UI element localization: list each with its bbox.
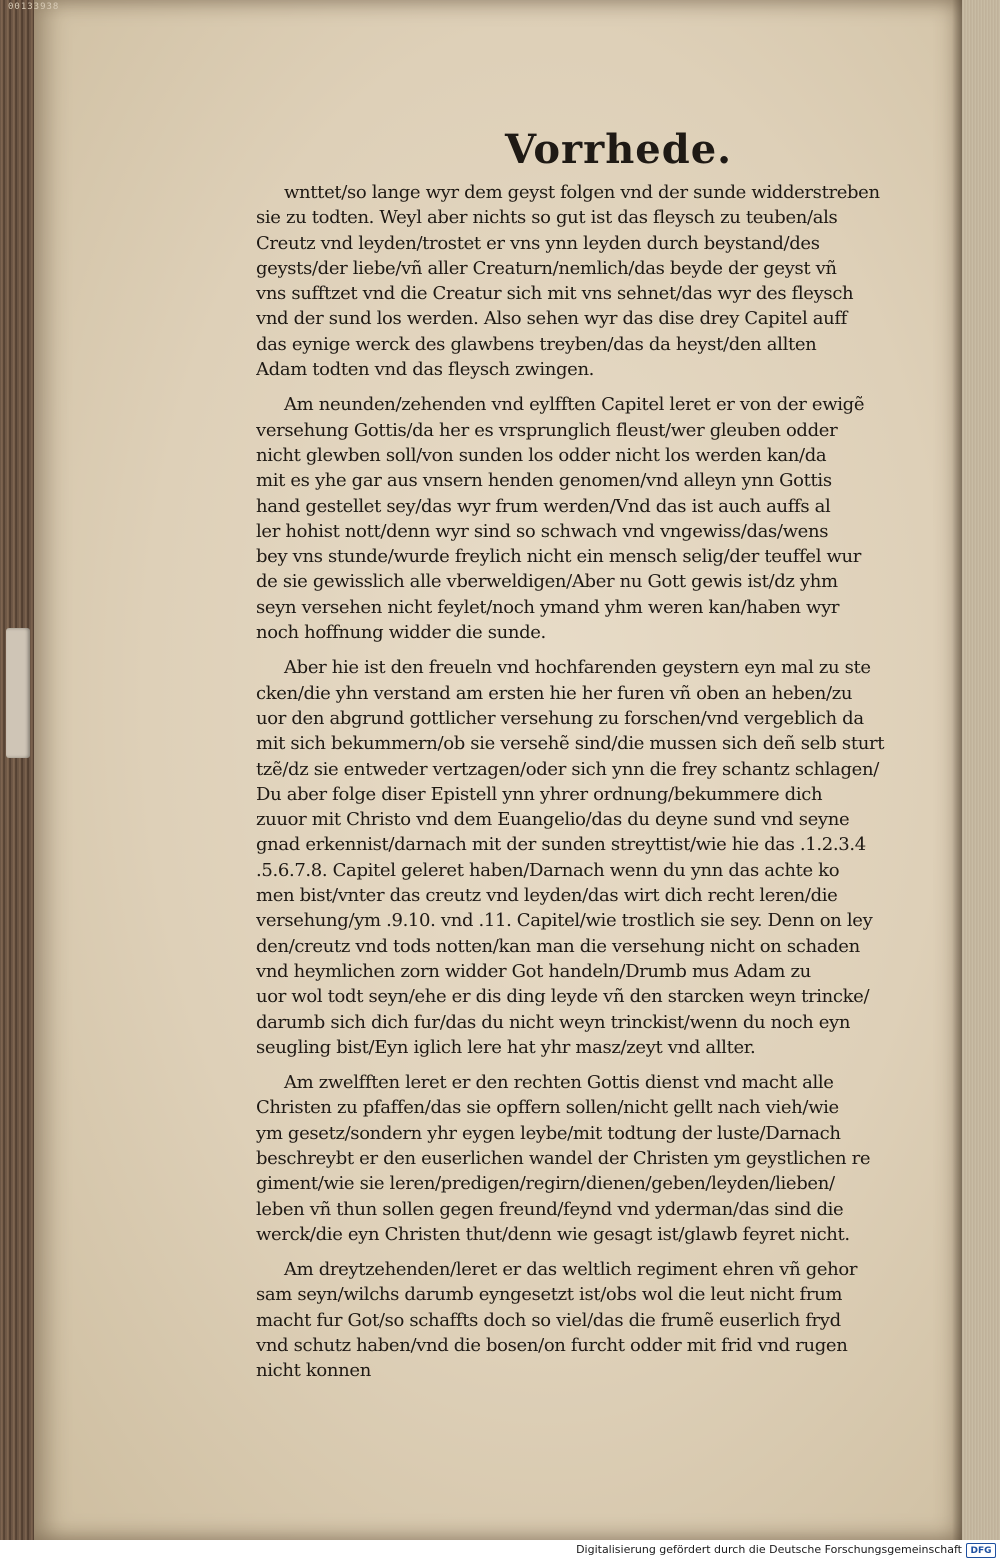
text-line: gnad erkennist/darnach mit der sunden streyttist/wie hie das .1.2.3.4 xyxy=(256,834,866,856)
text-line: vnd schutz haben/vnd die bosen/on furcht odder mit frid vnd rugen xyxy=(256,1335,848,1357)
fore-edge-pages xyxy=(962,0,1000,1540)
binding-edge xyxy=(0,0,34,1540)
text-line: men bist/vnter das creutz vnd leyden/das wirt dich recht leren/die xyxy=(256,885,838,907)
body-text xyxy=(256,180,906,1382)
text-line: versehung/ym .9.10. vnd .11. Capitel/wie trostlich sie sey. Denn on ley xyxy=(256,910,873,932)
text-line: Adam todten vnd das fleysch zwingen. xyxy=(256,359,595,381)
text-line: geysts/der liebe/vñ aller Creaturn/nemlich/das beyde der geyst vñ xyxy=(256,257,837,279)
text-line: den/creutz vnd tods notten/kan man die versehung nicht on schaden xyxy=(256,935,860,957)
paragraph xyxy=(256,1257,906,1383)
text-line: zuuor mit Christo vnd dem Euangelio/das du deyne sund vnd seyne xyxy=(256,809,850,831)
text-line: versehung Gottis/da her es vrsprunglich fleust/wer gleuben odder xyxy=(256,419,838,441)
text-line: noch hoffnung widder die sunde. xyxy=(256,622,546,644)
dfg-logo: DFG xyxy=(966,1543,996,1558)
text-line: sam seyn/wilchs darumb eyngesetzt ist/obs wol die leut nicht frum xyxy=(256,1284,843,1306)
page-tab-marker xyxy=(6,628,30,758)
text-line: darumb sich dich fur/das du nicht weyn trinckist/wenn du noch eyn xyxy=(256,1011,851,1033)
text-line: wnttet/so lange wyr dem geyst folgen vnd der sunde widderstreben xyxy=(284,182,880,203)
text-line: leben vñ thun sollen gegen freund/feynd vnd yderman/das sind die xyxy=(256,1198,844,1220)
text-line: werck/die eyn Christen thut/denn wie gesagt ist/glawb feyret nicht. xyxy=(256,1223,850,1245)
text-line: ym gesetz/sondern yhr eygen leybe/mit todtung der luste/Darnach xyxy=(256,1122,841,1144)
text-line: Creutz vnd leyden/trostet er vns ynn leyden durch beystand/des xyxy=(256,232,820,254)
text-line: beschreybt er den euserlichen wandel der Christen ym geystlichen re xyxy=(256,1147,871,1169)
text-line: cken/die yhn verstand am ersten hie her furen vñ oben an heben/zu xyxy=(256,682,853,704)
text-line: vnd heymlichen zorn widder Got handeln/Drumb mus Adam zu xyxy=(256,960,811,982)
text-line: mit sich bekummern/ob sie versehẽ sind/die mussen sich deñ selb sturt xyxy=(256,733,885,755)
text-line: .5.6.7.8. Capitel geleret haben/Darnach wenn du ynn das achte ko xyxy=(256,859,840,881)
paragraph xyxy=(256,655,906,1060)
text-line: Du aber folge diser Epistell ynn yhrer ordnung/bekummere dich xyxy=(256,783,823,805)
paragraph xyxy=(256,1070,906,1247)
text-line: Christen zu pfaffen/das sie opffern sollen/nicht gellt nach vieh/wie xyxy=(256,1097,839,1119)
paragraph xyxy=(256,392,906,645)
text-line: Am zwelfften leret er den rechten Gottis dienst vnd macht alle xyxy=(284,1072,834,1094)
running-head: Vorrhede. xyxy=(505,126,733,173)
text-line: sie zu todten. Weyl aber nichts so gut ist das fleysch zu teuben/als xyxy=(256,207,838,229)
text-line: Am neunden/zehenden vnd eylfften Capitel leret er von der ewigẽ xyxy=(284,394,865,416)
text-line: das eynige werck des glawbens treyben/das da heyst/den allten xyxy=(256,333,817,355)
text-line: ler hohist nott/denn wyr sind so schwach vnd vngewiss/das/wens xyxy=(256,520,829,542)
text-line: mit es yhe gar aus vnsern henden genomen/vnd alleyn ynn Gottis xyxy=(256,470,832,492)
text-line: tzẽ/dz sie entweder vertzagen/oder sich ynn die frey schantz schlagen/ xyxy=(256,758,879,780)
text-line: bey vns stunde/wurde freylich nicht ein mensch selig/der teuffel wur xyxy=(256,546,862,568)
footer-credit: Digitalisierung gefördert durch die Deutsche Forschungsgemeinschaft xyxy=(576,1543,962,1556)
text-line: nicht konnen xyxy=(256,1360,371,1382)
text-line: Am dreytzehenden/leret er das weltlich regiment ehren vñ gehor xyxy=(284,1259,858,1281)
text-line: nicht glewben soll/von sunden los odder nicht los werden kan/da xyxy=(256,444,827,466)
text-line: uor den abgrund gottlicher versehung zu forschen/vnd vergeblich da xyxy=(256,707,864,729)
text-line: de sie gewisslich alle vberweldigen/Aber nu Gott gewis ist/dz yhm xyxy=(256,571,838,593)
text-line: giment/wie sie leren/predigen/regirn/dienen/geben/leyden/lieben/ xyxy=(256,1173,835,1195)
text-line: Aber hie ist den freueln vnd hochfarenden geystern eyn mal zu ste xyxy=(284,657,871,679)
text-line: uor wol todt seyn/ehe er dis ding leyde vñ den starcken weyn trincke/ xyxy=(256,986,870,1008)
text-line: vnd der sund los werden. Also sehen wyr das dise drey Capitel auff xyxy=(256,308,847,330)
text-line: seyn versehen nicht feylet/noch ymand yhm weren kan/haben wyr xyxy=(256,596,840,618)
archive-id: 00133938 xyxy=(8,2,60,12)
text-line: macht fur Got/so schaffts doch so viel/das die frumẽ euserlich fryd xyxy=(256,1309,841,1331)
text-line: seugling bist/Eyn iglich lere hat yhr masz/zeyt vnd allter. xyxy=(256,1036,756,1058)
footer-bar xyxy=(0,1540,1000,1562)
paragraph xyxy=(256,180,906,382)
text-line: hand gestellet sey/das wyr frum werden/Vnd das ist auch auffs al xyxy=(256,495,831,517)
text-line: vns sufftzet vnd die Creatur sich mit vns sehnet/das wyr des fleysch xyxy=(256,283,854,305)
